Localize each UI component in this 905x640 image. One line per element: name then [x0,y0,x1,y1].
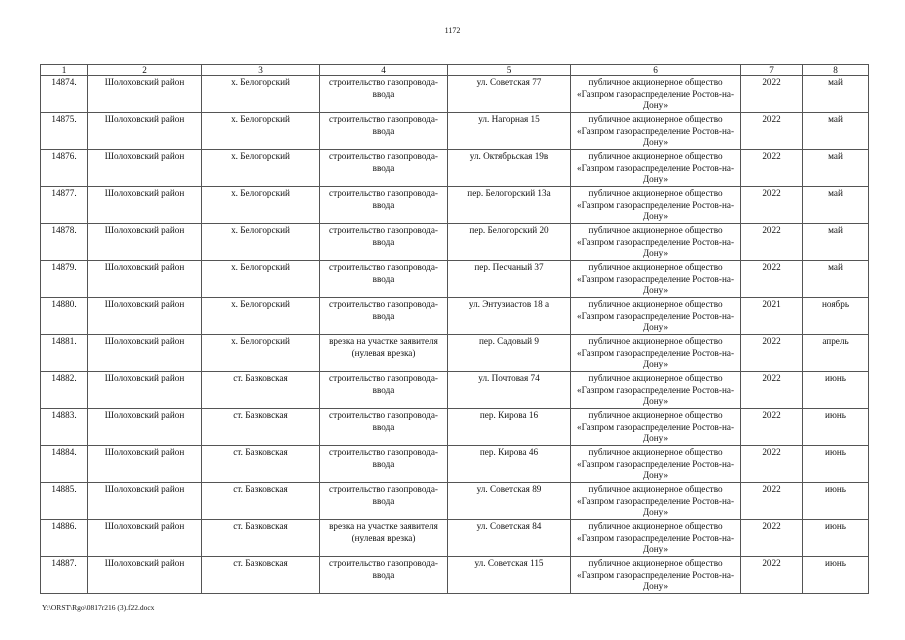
organization-cell: публичное акционерное общество «Газпром газораспределение Ростов-на-Дону» [571,520,741,557]
district-cell: Шолоховский район [88,446,202,483]
work-type-cell: строительство газопровода-ввода [320,372,448,409]
address-cell: ул. Советская 77 [448,76,571,113]
work-type-cell: строительство газопровода-ввода [320,483,448,520]
work-type-cell: врезка на участке заявителя (нулевая врезка) [320,335,448,372]
district-cell: Шолоховский район [88,76,202,113]
organization-cell: публичное акционерное общество «Газпром газораспределение Ростов-на-Дону» [571,187,741,224]
address-cell: пер. Садовый 9 [448,335,571,372]
address-cell: ул. Октябрьская 19в [448,150,571,187]
district-cell: Шолоховский район [88,113,202,150]
table-row [41,150,869,187]
address-cell: пер. Кирова 46 [448,446,571,483]
settlement-cell: х. Белогорский [202,113,320,150]
settlement-cell: х. Белогорский [202,187,320,224]
settlement-cell: ст. Базковская [202,446,320,483]
month-cell: май [803,224,869,261]
address-cell: ул. Почтовая 74 [448,372,571,409]
organization-cell: публичное акционерное общество «Газпром газораспределение Ростов-на-Дону» [571,76,741,113]
column-header: 7 [741,65,803,76]
year-cell: 2022 [741,76,803,113]
row-number-cell: 14882. [41,372,88,409]
year-cell: 2022 [741,446,803,483]
work-type-cell: строительство газопровода-ввода [320,113,448,150]
district-cell: Шолоховский район [88,409,202,446]
year-cell: 2022 [741,372,803,409]
year-cell: 2022 [741,261,803,298]
organization-cell: публичное акционерное общество «Газпром газораспределение Ростов-на-Дону» [571,446,741,483]
row-number-cell: 14880. [41,298,88,335]
month-cell: июнь [803,446,869,483]
year-cell: 2021 [741,298,803,335]
data-table [40,64,869,594]
table-row [41,261,869,298]
address-cell: ул. Энтузиастов 18 а [448,298,571,335]
work-type-cell: строительство газопровода-ввода [320,298,448,335]
row-number-cell: 14884. [41,446,88,483]
organization-cell: публичное акционерное общество «Газпром газораспределение Ростов-на-Дону» [571,557,741,594]
table-row [41,76,869,113]
row-number-cell: 14875. [41,113,88,150]
address-cell: пер. Белогорский 13а [448,187,571,224]
settlement-cell: х. Белогорский [202,76,320,113]
work-type-cell: строительство газопровода-ввода [320,150,448,187]
settlement-cell: х. Белогорский [202,298,320,335]
year-cell: 2022 [741,187,803,224]
month-cell: июнь [803,372,869,409]
row-number-cell: 14885. [41,483,88,520]
settlement-cell: ст. Базковская [202,483,320,520]
table-row [41,298,869,335]
organization-cell: публичное акционерное общество «Газпром газораспределение Ростов-на-Дону» [571,261,741,298]
organization-cell: публичное акционерное общество «Газпром газораспределение Ростов-на-Дону» [571,298,741,335]
table-row [41,335,869,372]
district-cell: Шолоховский район [88,372,202,409]
year-cell: 2022 [741,409,803,446]
column-header: 1 [41,65,88,76]
settlement-cell: х. Белогорский [202,261,320,298]
table-row [41,446,869,483]
month-cell: май [803,187,869,224]
column-header: 8 [803,65,869,76]
district-cell: Шолоховский район [88,557,202,594]
work-type-cell: строительство газопровода-ввода [320,409,448,446]
work-type-cell: строительство газопровода-ввода [320,224,448,261]
page-number: 1172 [444,26,461,35]
district-cell: Шолоховский район [88,187,202,224]
column-header: 5 [448,65,571,76]
address-cell: ул. Советская 84 [448,520,571,557]
month-cell: май [803,261,869,298]
district-cell: Шолоховский район [88,224,202,261]
address-cell: ул. Нагорная 15 [448,113,571,150]
column-header: 2 [88,65,202,76]
row-number-cell: 14886. [41,520,88,557]
work-type-cell: строительство газопровода-ввода [320,261,448,298]
year-cell: 2022 [741,224,803,261]
settlement-cell: ст. Базковская [202,372,320,409]
settlement-cell: х. Белогорский [202,150,320,187]
table-row [41,520,869,557]
year-cell: 2022 [741,520,803,557]
district-cell: Шолоховский район [88,520,202,557]
table-row [41,224,869,261]
year-cell: 2022 [741,150,803,187]
year-cell: 2022 [741,113,803,150]
table-body [41,76,869,594]
district-cell: Шолоховский район [88,335,202,372]
row-number-cell: 14879. [41,261,88,298]
organization-cell: публичное акционерное общество «Газпром газораспределение Ростов-на-Дону» [571,372,741,409]
table-row [41,557,869,594]
month-cell: май [803,76,869,113]
header-row [41,65,869,76]
row-number-cell: 14874. [41,76,88,113]
month-cell: май [803,113,869,150]
organization-cell: публичное акционерное общество «Газпром газораспределение Ростов-на-Дону» [571,150,741,187]
table-row [41,187,869,224]
column-header: 4 [320,65,448,76]
district-cell: Шолоховский район [88,298,202,335]
month-cell: май [803,150,869,187]
row-number-cell: 14887. [41,557,88,594]
row-number-cell: 14883. [41,409,88,446]
month-cell: июнь [803,557,869,594]
settlement-cell: х. Белогорский [202,335,320,372]
year-cell: 2022 [741,557,803,594]
work-type-cell: строительство газопровода-ввода [320,187,448,224]
settlement-cell: х. Белогорский [202,224,320,261]
year-cell: 2022 [741,483,803,520]
settlement-cell: ст. Базковская [202,557,320,594]
row-number-cell: 14881. [41,335,88,372]
address-cell: пер. Песчаный 37 [448,261,571,298]
district-cell: Шолоховский район [88,261,202,298]
work-type-cell: строительство газопровода-ввода [320,446,448,483]
month-cell: ноябрь [803,298,869,335]
month-cell: июнь [803,483,869,520]
column-header: 6 [571,65,741,76]
address-cell: ул. Советская 89 [448,483,571,520]
table-row [41,372,869,409]
table-row [41,409,869,446]
organization-cell: публичное акционерное общество «Газпром газораспределение Ростов-на-Дону» [571,224,741,261]
row-number-cell: 14877. [41,187,88,224]
table-row [41,113,869,150]
organization-cell: публичное акционерное общество «Газпром газораспределение Ростов-на-Дону» [571,335,741,372]
work-type-cell: строительство газопровода-ввода [320,557,448,594]
settlement-cell: ст. Базковская [202,409,320,446]
column-header: 3 [202,65,320,76]
organization-cell: публичное акционерное общество «Газпром газораспределение Ростов-на-Дону» [571,113,741,150]
settlement-cell: ст. Базковская [202,520,320,557]
month-cell: июнь [803,520,869,557]
row-number-cell: 14878. [41,224,88,261]
month-cell: апрель [803,335,869,372]
year-cell: 2022 [741,335,803,372]
district-cell: Шолоховский район [88,483,202,520]
district-cell: Шолоховский район [88,150,202,187]
work-type-cell: строительство газопровода-ввода [320,76,448,113]
organization-cell: публичное акционерное общество «Газпром газораспределение Ростов-на-Дону» [571,409,741,446]
row-number-cell: 14876. [41,150,88,187]
address-cell: пер. Белогорский 20 [448,224,571,261]
month-cell: июнь [803,409,869,446]
table-row [41,483,869,520]
organization-cell: публичное акционерное общество «Газпром газораспределение Ростов-на-Дону» [571,483,741,520]
address-cell: ул. Советская 115 [448,557,571,594]
address-cell: пер. Кирова 16 [448,409,571,446]
work-type-cell: врезка на участке заявителя (нулевая врезка) [320,520,448,557]
footer-file-path: Y:\ORST\Rgo\0817r216 (3).f22.docx [42,603,155,612]
